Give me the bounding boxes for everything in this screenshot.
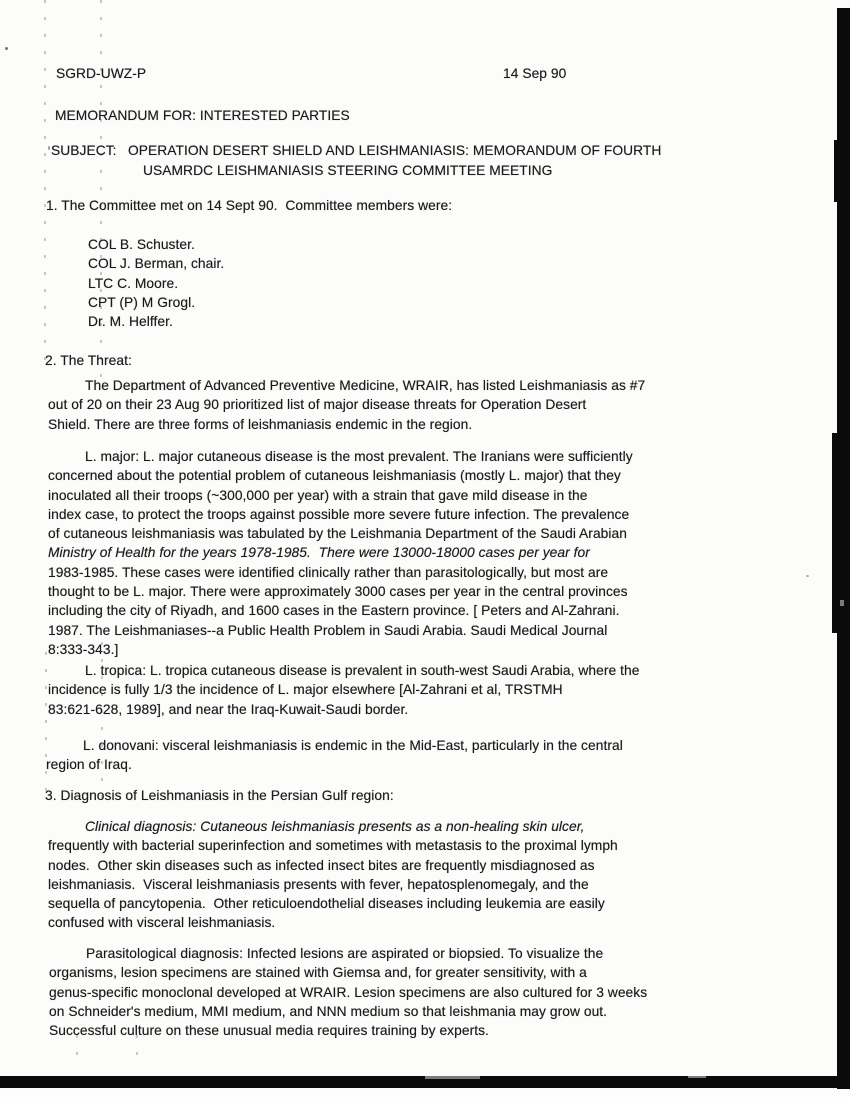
text-line: L. tropica: L. tropica cutaneous disease is prevalent in south-west Saudi Arabia, where the <box>85 663 640 678</box>
paragraph-clinical-diagnosis <box>48 817 618 933</box>
text-line: 1983-1985. These cases were identified clinically rather than parasitologically, but most are <box>48 564 609 580</box>
scan-edge-right-notch <box>834 140 840 202</box>
scan-speck <box>5 47 8 50</box>
scan-dotted-line <box>45 652 47 802</box>
text-line: Successful culture on these unusual media requires training by experts. <box>49 1023 489 1039</box>
scan-noise <box>688 1076 706 1078</box>
paragraph-l-tropica <box>48 661 639 719</box>
subject-label: SUBJECT: <box>51 143 117 158</box>
text-line: L. donovani: visceral leishmaniasis is endemic in the Mid-East, particularly in the central <box>83 738 623 753</box>
committee-list <box>88 235 224 331</box>
committee-member: LTC C. Moore. <box>88 275 179 291</box>
text-line: genus-specific monoclonal developed at WRAIR. Lesion specimens are also cultured for 3 weeks <box>49 984 648 1000</box>
text-line: 83:621-628, 1989], and near the Iraq-Kuwait-Saudi border. <box>48 701 409 717</box>
memo-for-line: MEMORANDUM FOR: INTERESTED PARTIES <box>55 108 350 123</box>
text-line: incidence is fully 1/3 the incidence of L. major elsewhere [Al-Zahrani et al, TRSTMH <box>48 682 563 698</box>
text-line: thought to be L. major. There were approximately 3000 cases per year in the central provinces <box>48 584 628 600</box>
scan-speck <box>806 575 809 577</box>
text-line: Parasitological diagnosis: Infected lesions are aspirated or biopsied. To visualize the <box>86 946 604 961</box>
scan-speck <box>48 146 50 150</box>
text-line: confused with visceral leishmaniasis. <box>48 915 276 931</box>
scan-noise <box>425 1076 480 1079</box>
text-line: Clinical diagnosis: Cutaneous leishmaniasis presents as a non-healing skin ulcer, <box>85 819 585 834</box>
text-line: of cutaneous leishmaniasis was tabulated by the Leishmania Department of the Saudi Arabian <box>48 526 627 542</box>
text-line: The Department of Advanced Preventive Medicine, WRAIR, has listed Leishmaniasis as #7 <box>85 378 646 393</box>
text-line: including the city of Riyadh, and 1600 cases in the Eastern province. [ Peters and Al-Zahrani. <box>48 603 620 619</box>
subject-line-2: USAMRDC LEISHMANIASIS STEERING COMMITTEE MEETING <box>143 163 553 178</box>
section-3-heading: 3. Diagnosis of Leishmaniasis in the Persian Gulf region: <box>45 788 394 803</box>
text-line: Shield. There are three forms of leishmaniasis endemic in the region. <box>48 416 473 432</box>
text-line: organisms, lesion specimens are stained with Giemsa and, for greater sensitivity, with a <box>49 965 587 981</box>
scan-edge-bottom-bar <box>0 1076 848 1088</box>
subject-line-1: OPERATION DESERT SHIELD AND LEISHMANIASIS: MEMORANDUM OF FOURTH <box>128 143 662 158</box>
text-line: frequently with bacterial superinfection and sometimes with metastasis to the proximal lymph <box>48 838 618 854</box>
committee-member: COL B. Schuster. <box>88 237 195 252</box>
section-2-heading: 2. The Threat: <box>45 353 132 368</box>
office-symbol: SGRD-UWZ-P <box>56 66 147 81</box>
committee-member: COL J. Berman, chair. <box>88 256 225 272</box>
text-line: 8:333-343.] <box>48 641 119 657</box>
paragraph-1-intro: 1. The Committee met on 14 Sept 90. Committee members were: <box>46 198 453 213</box>
committee-member: Dr. M. Helffer. <box>88 314 173 330</box>
scan-edge-right-notch <box>832 433 840 633</box>
text-line: index case, to protect the troops against possible more severe future infection. The prevalence <box>48 506 630 522</box>
text-line: concerned about the potential problem of cutaneous leishmaniasis (mostly L. major) that they <box>48 468 621 484</box>
text-line: Ministry of Health for the years 1978-1985. There were 13000-18000 cases per year for <box>48 545 590 561</box>
text-line: nodes. Other skin diseases such as infected insect bites are frequently misdiagnosed as <box>48 857 595 873</box>
text-line: inoculated all their troops (~300,000 per year) with a strain that gave mild disease in the <box>48 487 588 503</box>
memo-date: 14 Sep 90 <box>503 66 567 81</box>
paragraph-parasitological-diagnosis <box>49 944 647 1040</box>
committee-member: CPT (P) M Grogl. <box>88 294 196 310</box>
text-line: on Schneider's medium, MMI medium, and NNN medium so that leishmania may grow out. <box>49 1003 608 1019</box>
scan-dotted-line <box>44 0 46 372</box>
text-line: L. major: L. major cutaneous disease is the most prevalent. The Iranians were sufficiently <box>85 449 633 464</box>
text-line: out of 20 on their 23 Aug 90 prioritized list of major disease threats for Operation Desert <box>48 397 587 413</box>
text-line: sequella of pancytopenia. Other reticuloendothelial diseases including leukemia are easily <box>48 896 605 912</box>
scan-noise <box>840 600 844 606</box>
text-line: region of Iraq. <box>46 757 132 773</box>
paragraph-threat <box>48 376 645 434</box>
text-line: 1987. The Leishmaniases--a Public Health Problem in Saudi Arabia. Saudi Medical Journal <box>48 622 608 638</box>
text-line: leishmaniasis. Visceral leishmaniasis presents with fever, hepatosplenomegaly, and the <box>48 876 589 892</box>
paragraph-l-major <box>48 447 633 659</box>
paragraph-l-donovani <box>46 736 623 775</box>
